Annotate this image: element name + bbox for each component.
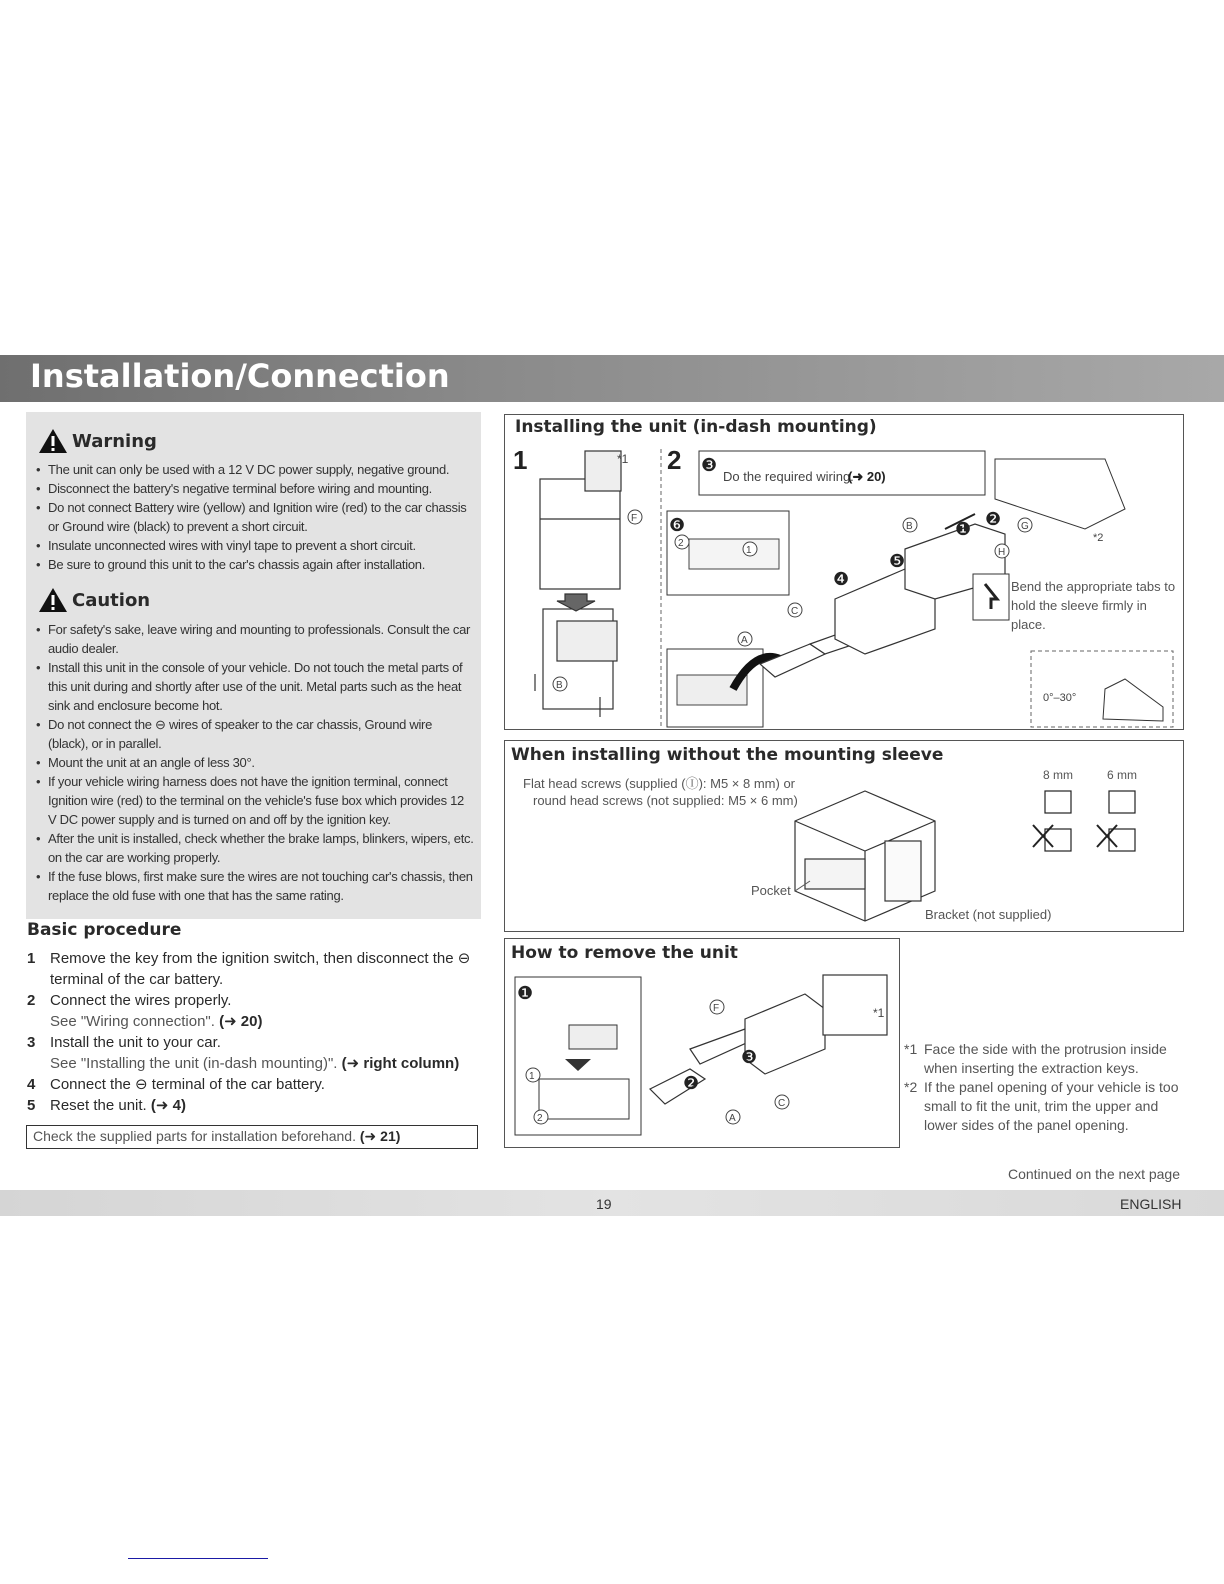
label-c: C	[791, 606, 799, 617]
bottom-rule	[128, 1558, 268, 1559]
page-ref-link[interactable]: (➜ 20)	[219, 1013, 263, 1030]
list-item: • If your vehicle wiring harness does not have the ignition terminal, connect Ignition wire (red) to the terminal on the vehicle's fuse box which provides 12 V DC power supply and is turned on and off by the ignition key.	[34, 772, 474, 829]
remove-label-1: 1	[529, 1071, 535, 1082]
step-number: 2	[27, 992, 36, 1009]
list-item: • If the fuse blows, first make sure the wires are not touching car's chassis, then replace the old fuse with one that has the same rating.	[34, 867, 474, 905]
step-text: Reset the unit.	[50, 1097, 147, 1114]
remove-label-2: 2	[537, 1113, 543, 1124]
page-number: 19	[596, 1196, 612, 1212]
badge-three: ❸	[701, 455, 718, 475]
step-text: Connect the wires properly.	[50, 992, 232, 1009]
install-panel	[504, 414, 1184, 730]
without-sleeve-diagram	[505, 741, 1183, 931]
warning-title: Warning	[72, 430, 157, 452]
remove-title: How to remove the unit	[511, 943, 738, 963]
warning-heading	[38, 428, 157, 454]
language-label: ENGLISH	[1120, 1196, 1182, 1212]
step-1-number: 1	[513, 445, 528, 475]
list-item	[27, 990, 477, 1032]
badge-four: ❹	[833, 569, 850, 589]
remove-panel	[504, 938, 900, 1148]
remove-note1: *1	[873, 1006, 885, 1020]
page-ref-link[interactable]: (➜ 21)	[359, 1128, 401, 1144]
footnote	[904, 1040, 1194, 1078]
label-h: H	[998, 547, 1006, 558]
see-reference: See "Wiring connection".	[50, 1013, 215, 1030]
label-f: F	[631, 513, 638, 524]
badge-five: ❺	[889, 551, 906, 571]
list-item: • After the unit is installed, check whether the brake lamps, blinkers, wipers, etc. on the car are working properly.	[34, 829, 474, 867]
angle-label: 0°–30°	[1043, 692, 1077, 704]
label-g: G	[1021, 521, 1029, 532]
install-title: Installing the unit (in-dash mounting)	[515, 417, 877, 437]
footnote-text: Face the side with the protrusion inside when inserting the extraction keys.	[924, 1041, 1167, 1076]
caution-heading	[38, 587, 150, 613]
basic-procedure-title: Basic procedure	[27, 920, 182, 940]
continued-note: Continued on the next page	[1007, 1166, 1180, 1182]
wiring-ref[interactable]: (➜ 20)	[848, 469, 886, 484]
remove-label-c: C	[778, 1098, 786, 1109]
step-text: Remove the key from the ignition switch, then disconnect the ⊖ terminal of the car battery.	[50, 950, 471, 988]
step-2-number: 2	[667, 445, 682, 475]
remove-badge-three: ❸	[741, 1047, 758, 1067]
8mm-label: 8 mm	[1043, 768, 1073, 782]
step-number: 5	[27, 1097, 36, 1114]
label-a: A	[741, 635, 748, 646]
list-item: • Install this unit in the console of your vehicle. Do not touch the metal parts of this unit during and shortly after use of the unit. Metal parts such as the heat sink and enclosure become hot.	[34, 658, 474, 715]
remove-label-a: A	[729, 1113, 736, 1124]
warning-list	[34, 460, 474, 574]
check-text: Check the supplied parts for installation beforehand.	[33, 1128, 356, 1144]
bend-tabs-text: Bend the appropriate tabs to hold the sleeve firmly in place.	[1011, 579, 1176, 632]
footnotes	[904, 1040, 1194, 1135]
basic-steps	[27, 948, 477, 1116]
list-item	[27, 948, 477, 990]
page-ref-link[interactable]: (➜ right column)	[341, 1055, 460, 1072]
list-item	[27, 1074, 477, 1095]
warning-caution-box	[26, 412, 481, 919]
list-item: • Do not connect Battery wire (yellow) and Ignition wire (red) to the car chassis or Ground wire (black) to prevent a short circuit.	[34, 498, 474, 536]
list-item: • Do not connect the ⊖ wires of speaker to the car chassis, Ground wire (black), or in parallel.	[34, 715, 474, 753]
footnote-mark: *2	[904, 1079, 918, 1095]
step-number: 1	[27, 950, 36, 967]
list-item	[27, 1032, 477, 1074]
remove-badge-one: ❶	[517, 983, 534, 1003]
step-number: 3	[27, 1034, 36, 1051]
install-diagram	[505, 439, 1183, 729]
badge-one: ❶	[955, 519, 972, 539]
label-b: B	[906, 521, 913, 532]
see-reference: See "Installing the unit (in-dash mounting)".	[50, 1055, 338, 1072]
6mm-label: 6 mm	[1107, 768, 1137, 782]
list-item: • Be sure to ground this unit to the car's chassis again after installation.	[34, 555, 474, 574]
badge-six: ❻	[669, 515, 686, 535]
without-sleeve-title: When installing without the mounting sleeve	[511, 745, 944, 765]
step-number: 4	[27, 1076, 36, 1093]
remove-badge-two: ❷	[683, 1073, 700, 1093]
step-text: Install the unit to your car.	[50, 1034, 221, 1051]
label-b: B	[556, 680, 563, 691]
step-text: Connect the ⊖ terminal of the car battery.	[50, 1076, 325, 1093]
caution-icon	[38, 587, 68, 613]
wiring-text: Do the required wiring.	[723, 469, 854, 484]
footnote-mark: *1	[904, 1041, 918, 1057]
screw-text-line1: Flat head screws (supplied (Ⓘ): M5 × 8 mm) or	[523, 776, 795, 791]
caution-title: Caution	[72, 589, 151, 611]
label-circle-1: 1	[746, 545, 752, 556]
pocket-label: Pocket	[751, 883, 791, 898]
page-ref-link[interactable]: (➜ 4)	[150, 1097, 186, 1114]
warning-icon	[38, 428, 68, 454]
list-item: • Mount the unit at an angle of less 30°.	[34, 753, 474, 772]
remove-label-f: F	[713, 1003, 720, 1014]
screw-text-line2: round head screws (not supplied: M5 × 6 mm)	[533, 793, 798, 808]
bracket-label: Bracket (not supplied)	[925, 907, 1052, 922]
list-item: • Insulate unconnected wires with vinyl tape to prevent a short circuit.	[34, 536, 474, 555]
list-item: • The unit can only be used with a 12 V DC power supply, negative ground.	[34, 460, 474, 479]
page-header	[0, 355, 1224, 402]
check-parts-note	[26, 1125, 478, 1149]
footer-bar	[0, 1190, 1224, 1216]
note1-marker: *1	[617, 452, 629, 466]
list-item: • Disconnect the battery's negative terminal before wiring and mounting.	[34, 479, 474, 498]
footnote-text: If the panel opening of your vehicle is too small to fit the unit, trim the upper and lower sides of the panel opening.	[924, 1079, 1179, 1133]
caution-list	[34, 620, 474, 905]
without-sleeve-panel	[504, 740, 1184, 932]
badge-two: ❷	[985, 509, 1002, 529]
list-item	[27, 1095, 477, 1116]
list-item: • For safety's sake, leave wiring and mounting to professionals. Consult the car audio dealer.	[34, 620, 474, 658]
note2-marker: *2	[1093, 532, 1104, 544]
footnote	[904, 1078, 1194, 1135]
page-title: Installation/Connection	[30, 357, 450, 395]
remove-diagram	[505, 939, 899, 1147]
label-circle-2: 2	[678, 538, 684, 549]
